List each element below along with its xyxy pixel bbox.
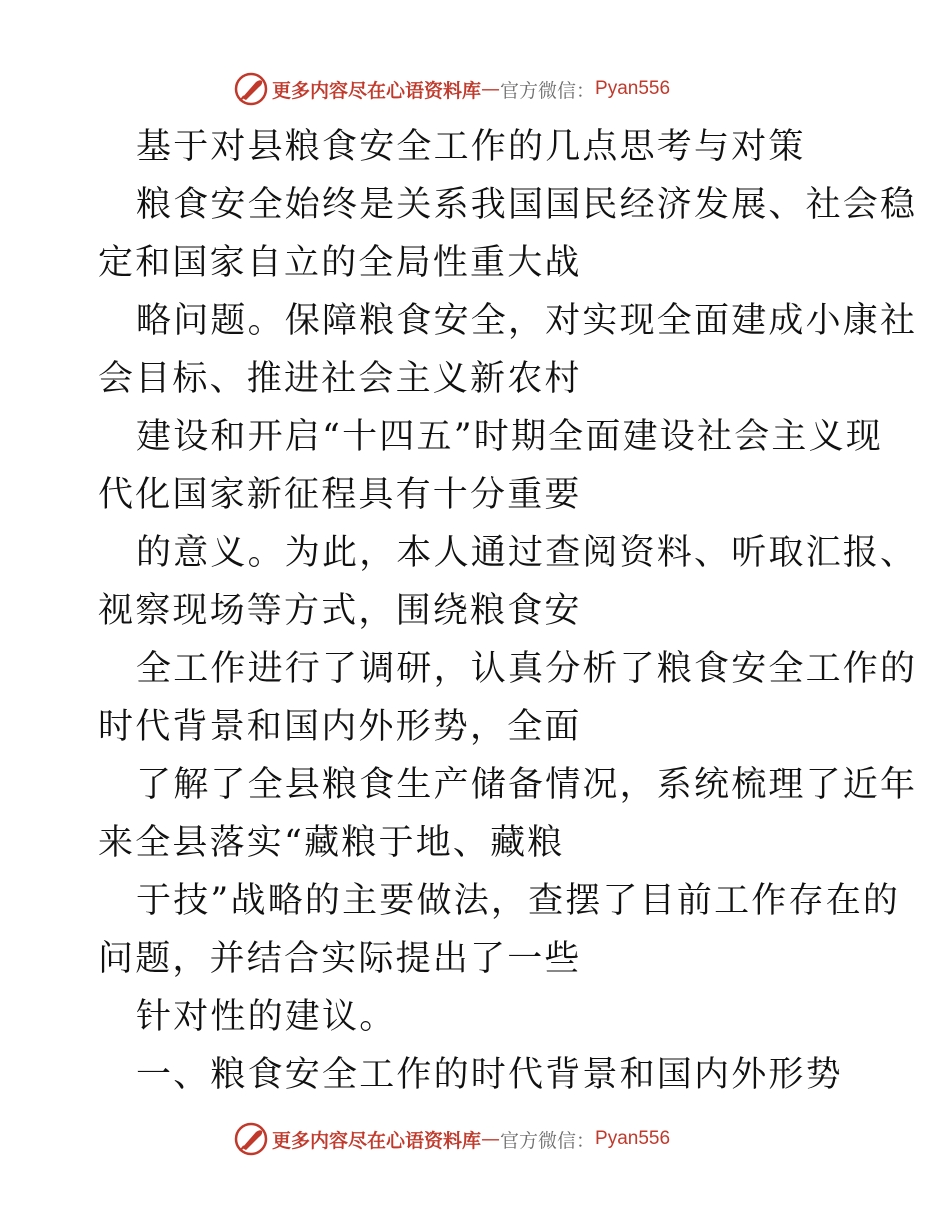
banner-official-label: 官方微信： [500, 79, 596, 102]
paragraph-line: 定和国家自立的全局性重大战 [98, 243, 582, 283]
paragraph-line: 问题，并结合实际提出了一些 [98, 939, 582, 979]
paragraph-line: 时代背景和国内外形势，全面 [98, 707, 582, 747]
paragraph-line: 会目标、推进社会主义新农村 [98, 359, 582, 399]
quill-pen-logo-icon [234, 1122, 268, 1156]
paragraph-line: 针对性的建议。 [136, 997, 397, 1037]
footer-banner [234, 1122, 670, 1156]
banner-main-text: 更多内容尽在心语资料库 [272, 1129, 482, 1152]
paragraph-line: 粮食安全始终是关系我国国民经济发展、社会稳 [136, 185, 918, 225]
document-title: 基于对县粮食安全工作的几点思考与对策 [136, 127, 806, 167]
banner-wechat-id: Pyan556 [595, 1128, 671, 1149]
paragraph-line: 略问题。保障粮食安全，对实现全面建成小康社 [136, 301, 918, 341]
banner-separator: — [481, 1128, 501, 1150]
banner-main-text: 更多内容尽在心语资料库 [272, 79, 482, 102]
header-banner [234, 72, 670, 106]
quill-pen-logo-icon [234, 72, 268, 106]
paragraph-line: 全工作进行了调研，认真分析了粮食安全工作的 [136, 649, 918, 689]
banner-separator: — [481, 78, 501, 100]
paragraph-line: 视察现场等方式，围绕粮食安 [98, 591, 582, 631]
section-heading: 一、粮食安全工作的时代背景和国内外形势 [136, 1055, 843, 1095]
paragraph-line: 代化国家新征程具有十分重要 [98, 475, 582, 515]
paragraph-line: 建设和开启“十四五”时期全面建设社会主义现 [136, 417, 883, 457]
banner-wechat-id: Pyan556 [595, 78, 671, 99]
paragraph-line: 的意义。为此，本人通过查阅资料、听取汇报、 [136, 533, 918, 573]
paragraph-line: 来全县落实“藏粮于地、藏粮 [98, 823, 565, 863]
paragraph-line: 于技”战略的主要做法，查摆了目前工作存在的 [136, 881, 901, 921]
paragraph-line: 了解了全县粮食生产储备情况，系统梳理了近年 [136, 765, 918, 805]
banner-official-label: 官方微信： [500, 1129, 596, 1152]
